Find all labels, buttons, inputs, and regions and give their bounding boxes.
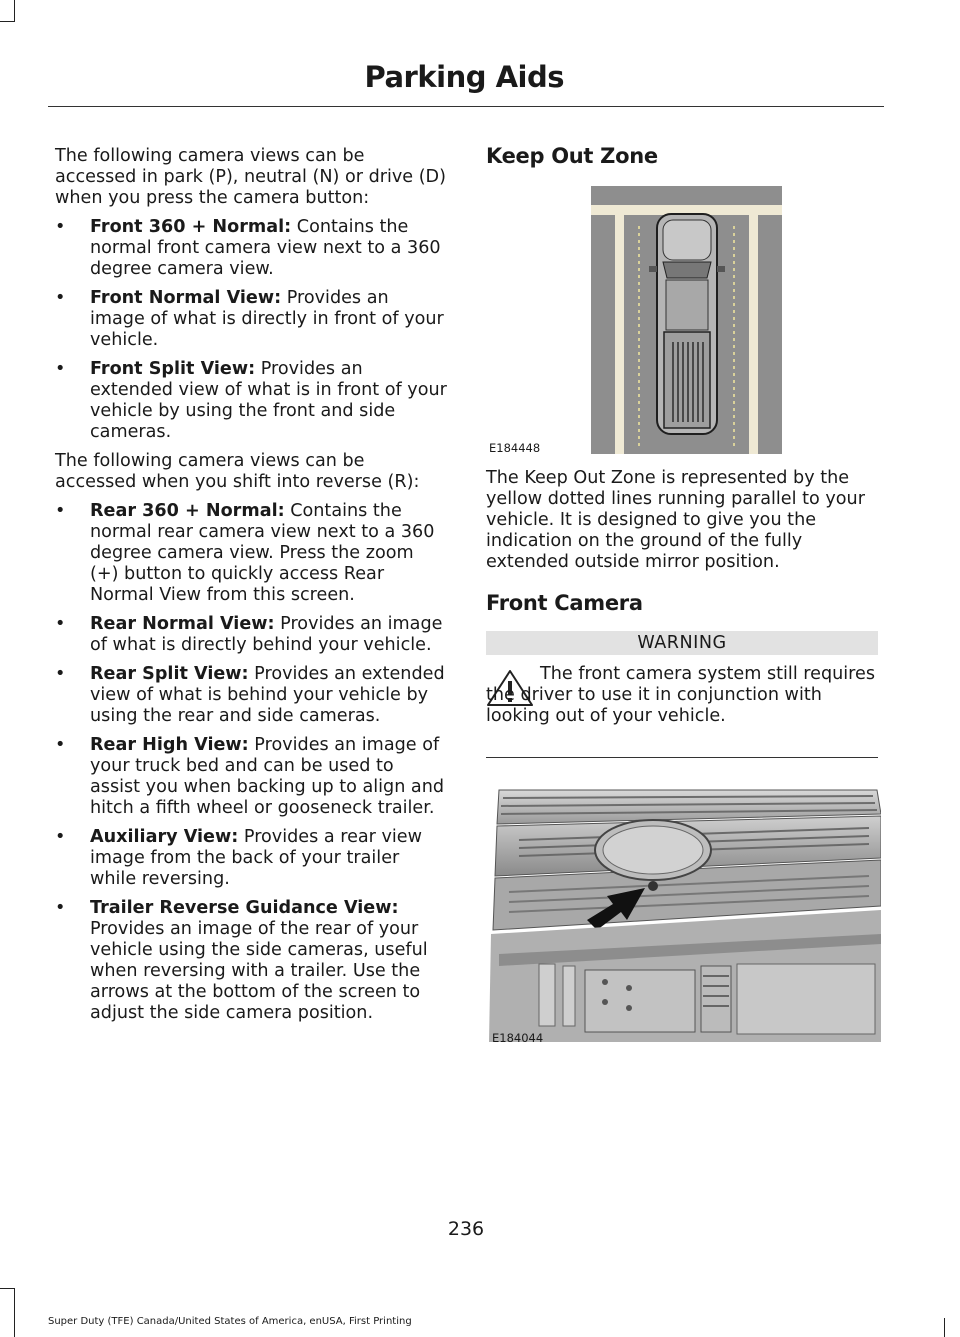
view-desc: Provides a rear view image from the back of your trailer while reversing. (90, 827, 423, 889)
view-term: Front Normal View: (90, 288, 282, 308)
intro-forward-views: The following camera views can be accessed in park (P), neutral (N) or drive (D) when you press the camera button: (55, 146, 446, 208)
bullet: • (55, 898, 66, 918)
view-desc: Provides an image of what is directly in front of your vehicle. (90, 288, 444, 350)
list-item (55, 827, 447, 890)
bullet: • (55, 664, 66, 684)
view-desc: Contains the normal front camera view next to a 360 degree camera view. (90, 217, 441, 279)
list-item (55, 898, 447, 1024)
crop-mark-top-left-h (0, 21, 15, 22)
view-term: Rear Split View: (90, 664, 249, 684)
intro-reverse-views: The following camera views can be accessed when you shift into reverse (R): (55, 451, 420, 492)
reverse-views-list (55, 501, 447, 1024)
keep-out-zone-heading: Keep Out Zone (486, 144, 658, 168)
figure-code: E184448 (489, 441, 541, 455)
view-term: Rear Normal View: (90, 614, 275, 634)
view-desc: Provides an image of what is directly behind your vehicle. (90, 614, 443, 655)
view-term: Front Split View: (90, 359, 256, 379)
keep-out-zone-illustration (591, 186, 782, 454)
bullet: • (55, 217, 66, 237)
list-item (55, 664, 447, 727)
list-item (55, 614, 447, 656)
crop-mark-bottom-left-v (14, 1288, 15, 1337)
list-item (55, 735, 447, 819)
page-number: 236 (447, 1218, 485, 1240)
bullet: • (55, 614, 66, 634)
bullet: • (55, 288, 66, 308)
warning-header: WARNING (486, 631, 878, 655)
front-camera-heading: Front Camera (486, 591, 643, 615)
crop-mark-bottom-left-h (0, 1288, 15, 1289)
left-column (55, 146, 447, 1032)
list-item (55, 359, 447, 443)
list-item (55, 288, 447, 351)
view-term: Rear High View: (90, 735, 249, 755)
right-column (486, 146, 881, 167)
warning-divider (486, 757, 878, 758)
page-title: Parking Aids (364, 60, 564, 94)
view-term: Front 360 + Normal: (90, 217, 292, 237)
bullet: • (55, 359, 66, 379)
view-desc: Contains the normal rear camera view next to a 360 degree camera view. Press the zoom (+) button to quickly access Rear Normal View from this screen. (90, 501, 435, 605)
edition-footer: Super Duty (TFE) Canada/United States of America, enUSA, First Printing (48, 1316, 412, 1327)
list-item (55, 217, 447, 280)
view-term: Trailer Reverse Guidance View: (90, 898, 399, 918)
crop-mark-top-left-v (14, 0, 15, 22)
list-item (55, 501, 447, 606)
warning-message: The front camera system still requires the driver to use it in conjunction with looking out of your vehicle. (486, 664, 876, 726)
view-desc: Provides an image of your truck bed and can be used to assist you when backing up to align and hitch a fifth wheel or gooseneck trailer. (90, 735, 445, 818)
bullet: • (55, 735, 66, 755)
bullet: • (55, 827, 66, 847)
forward-views-list (55, 217, 447, 443)
bullet: • (55, 501, 66, 521)
figure-code: E184044 (492, 1031, 544, 1045)
header-divider (48, 106, 884, 107)
crop-mark-bottom-right-v (944, 1318, 945, 1337)
warning-text (486, 664, 881, 727)
view-desc: Provides an extended view of what is behind your vehicle by using the rear and side cameras. (90, 664, 445, 726)
view-desc: Provides an image of the rear of your vehicle using the side cameras, useful when reversing with a trailer. Use the arrows at the bottom of the screen to adjust the side camera position. (90, 919, 428, 1023)
front-grille-camera-photo (489, 784, 881, 1042)
view-term: Rear 360 + Normal: (90, 501, 285, 521)
view-term: Auxiliary View: (90, 827, 239, 847)
view-desc: Provides an extended view of what is in front of your vehicle by using the front and side cameras. (90, 359, 447, 442)
keep-out-zone-description: The Keep Out Zone is represented by the yellow dotted lines running parallel to your vehicle. It is designed to give you the indication on the ground of the fully extended outside mirror position. (486, 468, 865, 572)
